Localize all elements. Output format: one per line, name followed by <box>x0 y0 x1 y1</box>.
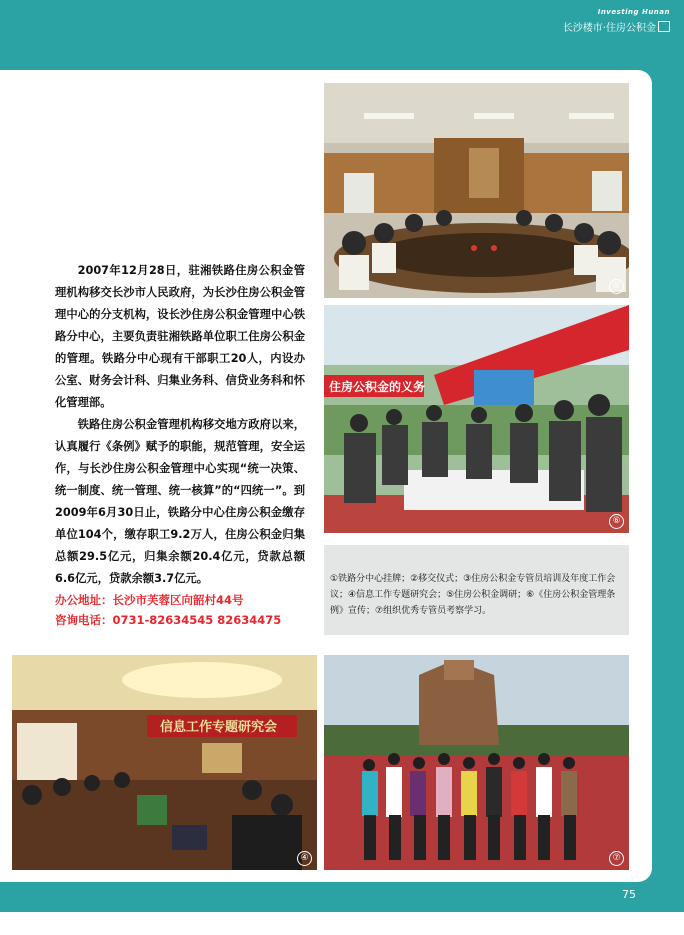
hotline: 咨询电话：0731-82634545 82634475 <box>55 613 282 627</box>
photo-caption-box <box>324 545 629 635</box>
photo-number-7: ⑦ <box>609 851 624 866</box>
photo-number-5: ⑤ <box>609 279 624 294</box>
banner-text: 住房公积金的义务 <box>329 380 426 394</box>
article-body <box>55 260 305 590</box>
footer-strip <box>0 912 684 935</box>
promotion-illustration <box>324 305 629 533</box>
article-paragraph-2: 铁路住房公积金管理机构移交地方政府以来，认真履行《条例》赋予的职能，规范管理，安全运作，与长沙住房公积金管理中心实现“统一决策、统一制度、统一管理、统一核算”的“四统一”。到2009年6月30日止，铁路分中心住房公积金缴存单位104个，缴存职工9.2万人，住房公积金归集总额29.5亿元，归集余额20.4亿元，贷款总额6.6亿元，贷款余额3.7亿元。 <box>55 418 305 585</box>
contact-info <box>55 590 315 630</box>
magazine-brand <box>563 8 670 34</box>
brand-english: Investing Hunan <box>597 8 670 16</box>
article-paragraph-1: 2007年12月28日，驻湘铁路住房公积金管理机构移交长沙市人民政府，为长沙住房公积金管理中心的分支机构，设长沙住房公积金管理中心铁路分中心，主要负责驻湘铁路单位职工住房公积金的管理。铁路分中心现有干部职工20人，内设办公室、财务会计科、归集业务科、信贷业务科和怀化管理部。 <box>55 264 305 409</box>
photo-regulation-promotion <box>324 305 629 533</box>
photo-info-seminar <box>12 655 317 870</box>
brand-chinese-text: 长沙楼市·住房公积金 <box>562 23 656 34</box>
photo-caption-text: ①铁路分中心挂牌；②移交仪式；③住房公积金专管员培训及年度工作会议；④信息工作专题研究会；⑤住房公积金调研；⑥《住房公积金管理条例》宣传；⑦组织优秀专管员考察学习。 <box>330 574 616 616</box>
page-number: 75 <box>622 888 636 901</box>
photo-study-tour <box>324 655 629 870</box>
group-photo-illustration <box>324 655 629 870</box>
brand-chinese <box>563 19 670 34</box>
photo-number-4: ④ <box>297 851 312 866</box>
office-address: 办公地址：长沙市芙蓉区向韶村44号 <box>55 593 244 607</box>
seminar-banner-text: 信息工作专题研究会 <box>160 720 278 735</box>
photo-number-6: ⑥ <box>609 514 624 529</box>
seminar-illustration <box>12 655 317 870</box>
meeting-room-illustration <box>324 83 629 298</box>
photo-research-meeting <box>324 83 629 298</box>
brand-mark-icon <box>658 21 670 32</box>
